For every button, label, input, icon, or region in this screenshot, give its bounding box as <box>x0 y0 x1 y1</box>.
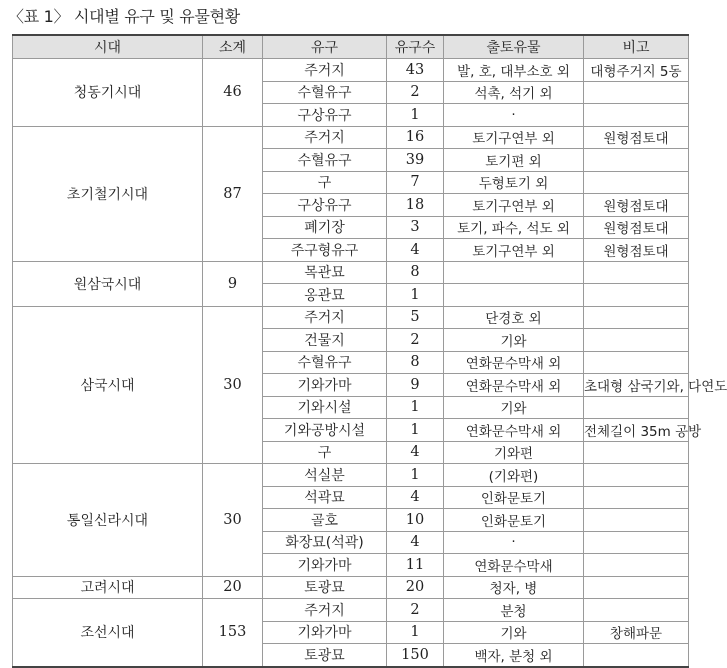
remarks-cell: 원형점토대 <box>584 216 689 239</box>
remarks-cell <box>584 486 689 509</box>
finds-cell: 두형토기 외 <box>444 171 584 194</box>
finds-cell: 발, 호, 대부소호 외 <box>444 59 584 82</box>
remarks-cell <box>584 351 689 374</box>
count-cell: 20 <box>387 576 444 599</box>
remarks-cell <box>584 81 689 104</box>
count-cell: 39 <box>387 149 444 172</box>
period-cell: 초기철기시대 <box>13 126 203 261</box>
count-cell: 11 <box>387 554 444 577</box>
table-body <box>13 59 727 667</box>
finds-cell: 토기구연부 외 <box>444 126 584 149</box>
feature-cell: 목관묘 <box>263 261 387 284</box>
feature-cell: 기와가마 <box>263 621 387 644</box>
table-row <box>13 599 689 622</box>
subtotal-cell: 9 <box>203 261 263 306</box>
table-row <box>13 59 689 82</box>
remarks-cell <box>584 104 689 127</box>
features-artifacts-table <box>12 34 727 668</box>
header-feature: 유구 <box>263 35 387 59</box>
remarks-cell <box>584 441 689 464</box>
count-cell: 2 <box>387 599 444 622</box>
remarks-cell <box>584 599 689 622</box>
table-row <box>13 464 689 487</box>
remarks-cell: 초대형 삼국기와, 다연도 <box>584 374 689 397</box>
remarks-cell: 창해파문 <box>584 621 689 644</box>
period-cell: 고려시대 <box>13 576 203 599</box>
remarks-cell: 대형주거지 5동 <box>584 59 689 82</box>
subtotal-cell: 20 <box>203 576 263 599</box>
feature-cell: 골호 <box>263 509 387 532</box>
period-cell: 청동기시대 <box>13 59 203 127</box>
count-cell: 3 <box>387 216 444 239</box>
table-container <box>12 34 727 668</box>
finds-cell: 백자, 분청 외 <box>444 644 584 667</box>
remarks-cell: 원형점토대 <box>584 239 689 262</box>
feature-cell: 수혈유구 <box>263 81 387 104</box>
remarks-cell: 원형점토대 <box>584 194 689 217</box>
remarks-cell <box>584 261 689 284</box>
header-subtotal: 소계 <box>203 35 263 59</box>
count-cell: 1 <box>387 419 444 442</box>
header-row <box>13 35 689 59</box>
finds-cell <box>444 284 584 307</box>
finds-cell: 분청 <box>444 599 584 622</box>
remarks-cell <box>584 171 689 194</box>
finds-cell: 기와 <box>444 621 584 644</box>
count-cell: 4 <box>387 486 444 509</box>
feature-cell: 주구형유구 <box>263 239 387 262</box>
feature-cell: 석실분 <box>263 464 387 487</box>
subtotal-cell: 153 <box>203 599 263 667</box>
remarks-cell <box>584 284 689 307</box>
remarks-cell <box>584 306 689 329</box>
remarks-cell <box>584 464 689 487</box>
count-cell: 7 <box>387 171 444 194</box>
period-cell: 삼국시대 <box>13 306 203 464</box>
table-row <box>13 576 689 599</box>
remarks-cell <box>584 396 689 419</box>
finds-cell: (기와편) <box>444 464 584 487</box>
finds-cell: 단경호 외 <box>444 306 584 329</box>
count-cell: 1 <box>387 621 444 644</box>
count-cell: 4 <box>387 531 444 554</box>
finds-cell: · <box>444 104 584 127</box>
feature-cell: 화장묘(석곽) <box>263 531 387 554</box>
feature-cell: 주거지 <box>263 306 387 329</box>
remarks-cell <box>584 509 689 532</box>
finds-cell: 연화문수막새 외 <box>444 374 584 397</box>
finds-cell: 인화문토기 <box>444 486 584 509</box>
finds-cell: 연화문수막새 외 <box>444 419 584 442</box>
feature-cell: 토광묘 <box>263 644 387 667</box>
count-cell: 4 <box>387 239 444 262</box>
count-cell: 2 <box>387 81 444 104</box>
finds-cell: 토기, 파수, 석도 외 <box>444 216 584 239</box>
feature-cell: 토광묘 <box>263 576 387 599</box>
feature-cell: 구 <box>263 441 387 464</box>
feature-cell: 구 <box>263 171 387 194</box>
period-cell: 원삼국시대 <box>13 261 203 306</box>
finds-cell: 인화문토기 <box>444 509 584 532</box>
feature-cell: 석곽묘 <box>263 486 387 509</box>
count-cell: 43 <box>387 59 444 82</box>
remarks-cell: 전체길이 35m 공방 <box>584 419 689 442</box>
period-cell: 통일신라시대 <box>13 464 203 577</box>
subtotal-cell: 87 <box>203 126 263 261</box>
count-cell: 9 <box>387 374 444 397</box>
count-cell: 5 <box>387 306 444 329</box>
feature-cell: 수혈유구 <box>263 149 387 172</box>
header-remarks: 비고 <box>584 35 689 59</box>
feature-cell: 주거지 <box>263 59 387 82</box>
table-row <box>13 261 689 284</box>
finds-cell: 토기편 외 <box>444 149 584 172</box>
subtotal-cell: 46 <box>203 59 263 127</box>
finds-cell <box>444 261 584 284</box>
header-period: 시대 <box>13 35 203 59</box>
remarks-cell: 원형점토대 <box>584 126 689 149</box>
subtotal-cell: 30 <box>203 464 263 577</box>
feature-cell: 구상유구 <box>263 104 387 127</box>
feature-cell: 수혈유구 <box>263 351 387 374</box>
finds-cell: 연화문수막새 외 <box>444 351 584 374</box>
finds-cell: 기와 <box>444 396 584 419</box>
remarks-cell <box>584 531 689 554</box>
header-finds: 출토유물 <box>444 35 584 59</box>
feature-cell: 건물지 <box>263 329 387 352</box>
count-cell: 18 <box>387 194 444 217</box>
table-row <box>13 126 689 149</box>
finds-cell: 토기구연부 외 <box>444 239 584 262</box>
count-cell: 1 <box>387 396 444 419</box>
remarks-cell <box>584 554 689 577</box>
finds-cell: · <box>444 531 584 554</box>
remarks-cell <box>584 576 689 599</box>
feature-cell: 주거지 <box>263 599 387 622</box>
feature-cell: 폐기장 <box>263 216 387 239</box>
count-cell: 8 <box>387 261 444 284</box>
feature-cell: 기와공방시설 <box>263 419 387 442</box>
count-cell: 10 <box>387 509 444 532</box>
count-cell: 1 <box>387 464 444 487</box>
finds-cell: 연화문수막새 <box>444 554 584 577</box>
feature-cell: 기와가마 <box>263 374 387 397</box>
header-count: 유구수 <box>387 35 444 59</box>
remarks-cell <box>584 644 689 667</box>
subtotal-cell: 30 <box>203 306 263 464</box>
count-cell: 150 <box>387 644 444 667</box>
finds-cell: 토기구연부 외 <box>444 194 584 217</box>
feature-cell: 주거지 <box>263 126 387 149</box>
finds-cell: 청자, 병 <box>444 576 584 599</box>
finds-cell: 기와 <box>444 329 584 352</box>
remarks-cell <box>584 329 689 352</box>
remarks-cell <box>584 149 689 172</box>
feature-cell: 기와시설 <box>263 396 387 419</box>
count-cell: 16 <box>387 126 444 149</box>
count-cell: 4 <box>387 441 444 464</box>
period-cell: 조선시대 <box>13 599 203 667</box>
table-caption: 〈표 1〉 시대별 유구 및 유물현황 <box>8 7 240 26</box>
count-cell: 1 <box>387 104 444 127</box>
feature-cell: 구상유구 <box>263 194 387 217</box>
table-row <box>13 306 689 329</box>
count-cell: 1 <box>387 284 444 307</box>
count-cell: 8 <box>387 351 444 374</box>
feature-cell: 옹관묘 <box>263 284 387 307</box>
finds-cell: 기와편 <box>444 441 584 464</box>
feature-cell: 기와가마 <box>263 554 387 577</box>
count-cell: 2 <box>387 329 444 352</box>
finds-cell: 석촉, 석기 외 <box>444 81 584 104</box>
